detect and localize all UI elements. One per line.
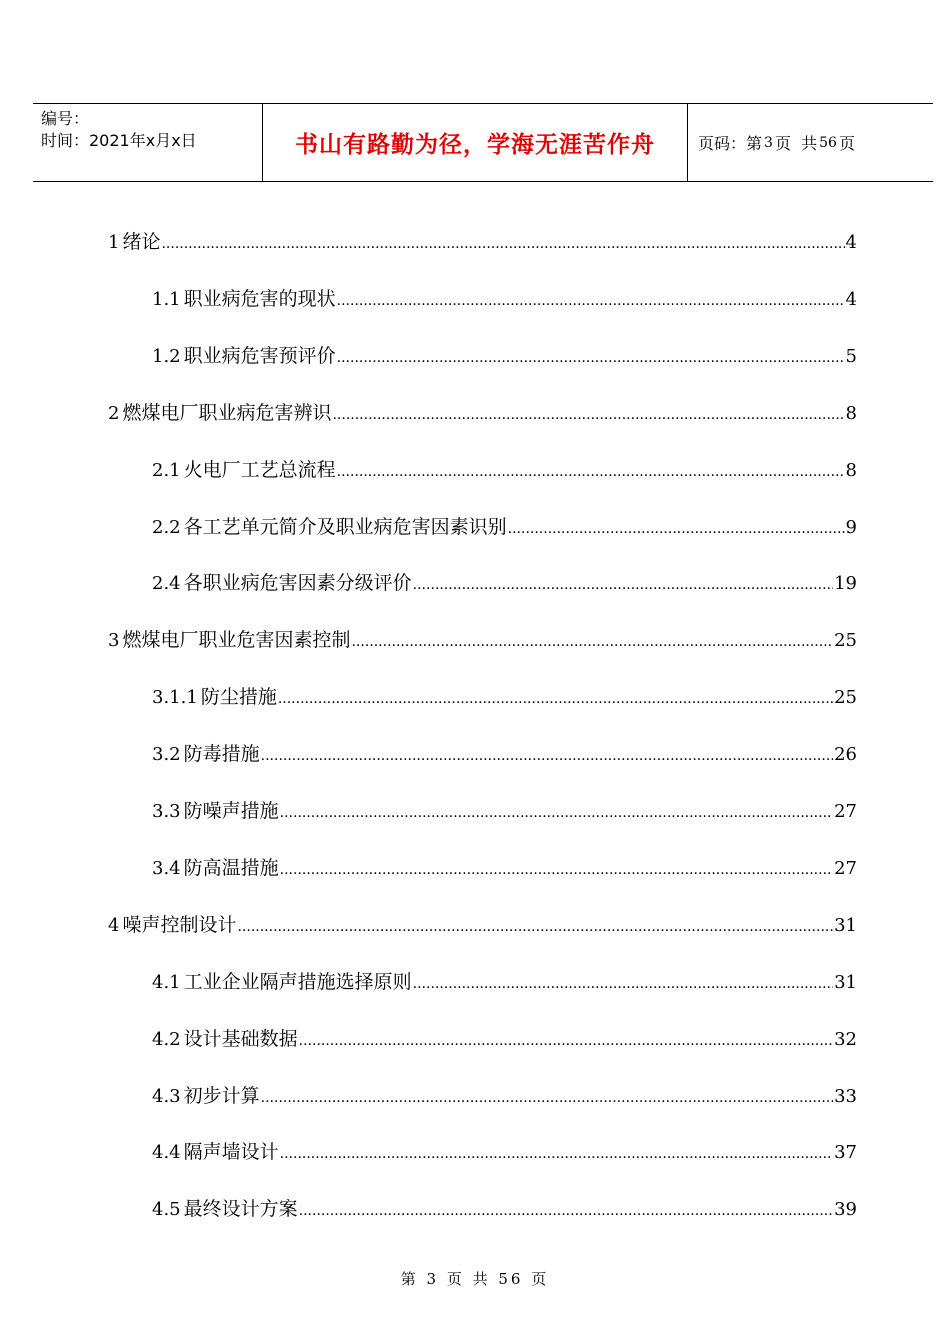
toc-entry-page: 32 [834,1029,857,1050]
document-time-label: 时间：2021年x月x日 [41,131,197,150]
toc-dot-leader [508,514,845,542]
toc-entry-number: 1 [108,232,120,253]
toc-dot-leader [280,798,833,826]
toc-entry-title: 绪论 [122,231,161,253]
toc-entry[interactable] [152,741,857,767]
toc-dot-leader [413,570,833,598]
toc-entry-page: 33 [834,1086,857,1107]
toc-entry-number: 3.2 [152,744,181,765]
toc-dot-leader [261,741,833,769]
header-meta [33,104,262,181]
toc-dot-leader [299,1196,833,1224]
toc-entry-page: 9 [845,517,857,538]
toc-entry[interactable] [152,855,857,881]
toc-entry[interactable] [152,286,857,312]
toc-dot-leader [351,627,833,655]
toc-entry-page: 19 [834,573,857,594]
toc-dot-leader [332,400,844,428]
toc-entry-number: 1.2 [152,346,181,367]
toc-entry[interactable] [152,1083,857,1109]
toc-entry[interactable] [152,514,857,540]
toc-dot-leader [337,343,845,371]
toc-dot-leader [337,286,845,314]
toc-entry-page: 27 [834,801,857,822]
toc-entry-number: 3.3 [152,801,181,822]
toc-entry-title: 防毒措施 [183,743,260,765]
toc-entry-number: 4.3 [152,1086,181,1107]
toc-entry-number: 2.4 [152,573,181,594]
toc-entry-page: 4 [845,232,857,253]
toc-entry-title: 工业企业隔声措施选择原则 [183,971,412,993]
toc-entry[interactable] [152,798,857,824]
toc-entry-number: 4.1 [152,972,181,993]
toc-entry-page: 31 [834,915,857,936]
toc-entry-number: 4.4 [152,1142,181,1163]
toc-entry[interactable] [152,1026,857,1052]
toc-entry-page: 4 [845,289,857,310]
toc-entry-title: 设计基础数据 [183,1028,298,1050]
toc-entry-page: 27 [834,858,857,879]
document-number-label: 编号： [41,109,90,128]
toc-dot-leader [280,855,833,883]
toc-entry-title: 初步计算 [183,1085,260,1107]
toc-entry-title: 防尘措施 [200,686,277,708]
toc-entry[interactable] [152,969,857,995]
toc-entry-title: 最终设计方案 [183,1198,298,1220]
toc-entry[interactable] [152,1196,857,1222]
toc-entry[interactable] [108,912,857,938]
toc-entry-page: 5 [845,346,857,367]
toc-entry[interactable] [108,229,857,255]
toc-dot-leader [280,1139,833,1167]
toc-entry-title: 防噪声措施 [183,800,279,822]
toc-entry[interactable] [152,343,857,369]
toc-entry-page: 37 [834,1142,857,1163]
toc-dot-leader [261,1083,833,1111]
toc-entry-page: 25 [834,687,857,708]
toc-entry-number: 4.2 [152,1029,181,1050]
page-total: 56 [819,134,837,151]
page-label-post: 页 [838,134,855,153]
toc-entry-number: 3 [108,630,120,651]
page-current: 3 [764,134,773,151]
toc-dot-leader [161,229,844,257]
toc-entry-page: 31 [834,972,857,993]
toc-entry-page: 25 [834,630,857,651]
page-footer: 第 3 页 共 56 页 [400,1270,550,1288]
toc-entry[interactable] [152,1139,857,1165]
toc-entry-title: 各职业病危害因素分级评价 [183,572,412,594]
toc-entry-page: 26 [834,744,857,765]
toc-entry-page: 8 [845,403,857,424]
toc-entry-number: 3.1.1 [152,687,198,708]
header-page-info [688,104,933,181]
toc-entry-number: 2.2 [152,517,181,538]
toc-entry[interactable] [108,627,857,653]
toc-entry-number: 3.4 [152,858,181,879]
toc-dot-leader [299,1026,833,1054]
toc-entry-title: 防高温措施 [183,857,279,879]
toc-entry-page: 8 [845,460,857,481]
toc-entry-number: 1.1 [152,289,181,310]
toc-dot-leader [337,457,845,485]
toc-entry[interactable] [152,570,857,596]
toc-entry-number: 4 [108,915,120,936]
toc-entry-number: 2.1 [152,460,181,481]
page-label-pre: 页码：第 [698,134,763,153]
toc-entry-number: 2 [108,403,120,424]
toc-dot-leader [237,912,833,940]
toc-entry-number: 4.5 [152,1199,181,1220]
page-header [33,103,933,182]
toc-entry-title: 隔声墙设计 [183,1141,279,1163]
toc-entry-title: 噪声控制设计 [122,914,237,936]
toc-dot-leader [278,684,833,712]
toc-entry-title: 各工艺单元简介及职业病危害因素识别 [183,516,507,538]
page-label-mid: 页 共 [774,134,818,153]
toc-entry[interactable] [152,457,857,483]
toc-entry-title: 职业病危害预评价 [183,345,336,367]
toc-entry[interactable] [108,400,857,426]
toc-entry-title: 燃煤电厂职业危害因素控制 [122,629,351,651]
toc-entry-page: 39 [834,1199,857,1220]
toc-entry-title: 火电厂工艺总流程 [183,459,336,481]
toc-entry-title: 职业病危害的现状 [183,288,336,310]
header-motto: 书山有路勤为径，学海无涯苦作舟 [262,104,688,181]
toc-entry[interactable] [152,684,857,710]
toc-entry-title: 燃煤电厂职业病危害辨识 [122,402,332,424]
toc-dot-leader [413,969,833,997]
